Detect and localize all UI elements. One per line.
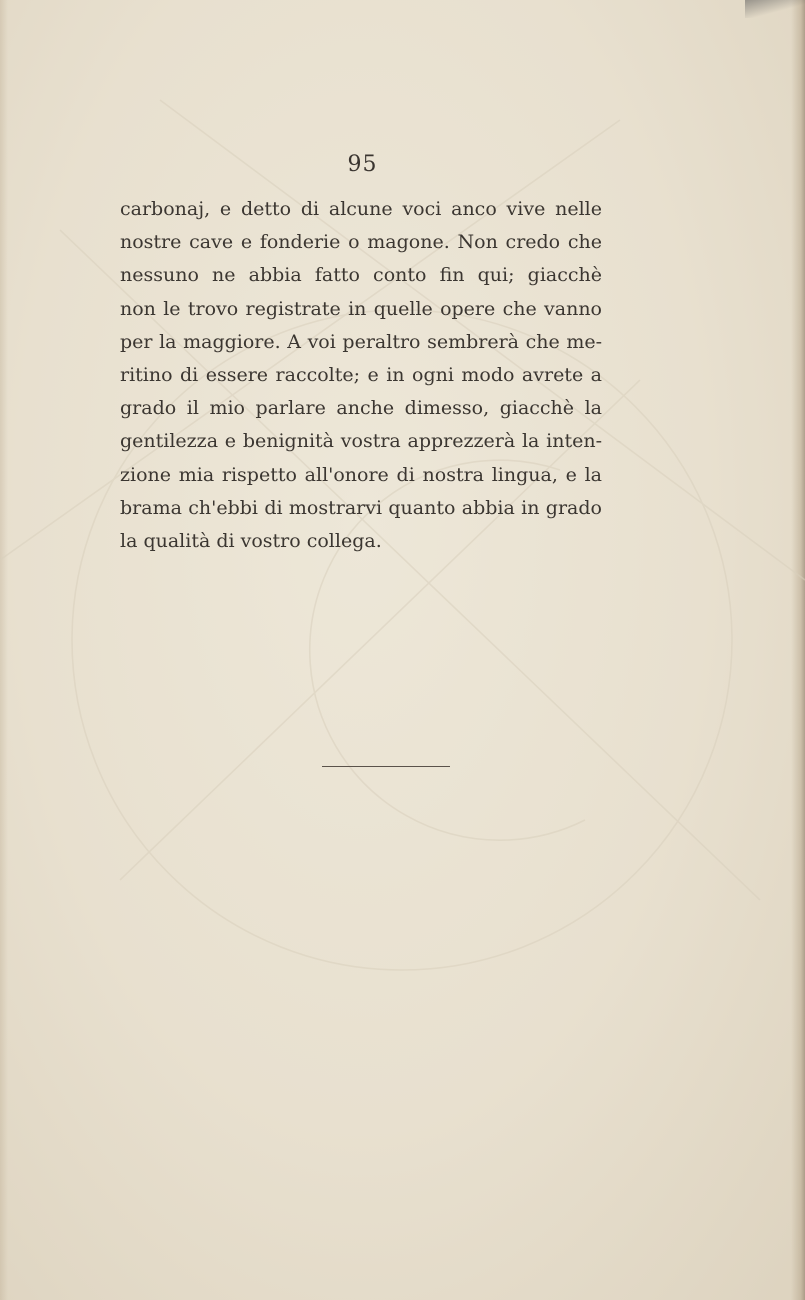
page-right-edge — [791, 0, 805, 1300]
text-line: brama ch'ebbi di mostrarvi quanto abbia in grado — [120, 496, 602, 519]
text-line: gentilezza e benignità vostra apprezzerà la inten- — [120, 430, 602, 453]
page-number: 95 — [347, 152, 378, 177]
text-line: nostre cave e fonderie o magone. Non credo che — [120, 231, 602, 254]
section-divider-rule — [322, 766, 450, 767]
text-line: carbonaj, e detto di alcune voci anco vive nelle — [120, 198, 602, 220]
text-line: per la maggiore. A voi peraltro sembrerà che me- — [120, 330, 602, 353]
text-line: grado il mio parlare anche dimesso, giacchè la — [120, 397, 602, 420]
text-line: ritino di essere raccolte; e in ogni modo avrete a — [120, 363, 602, 386]
text-line: zione mia rispetto all'onore di nostra lingua, e la — [120, 463, 602, 486]
corner-fold — [745, 0, 805, 18]
text-line: la qualità di vostro collega. — [120, 529, 382, 552]
text-line: non le trovo registrate in quelle opere che vanno — [120, 297, 602, 320]
body-text — [120, 193, 602, 558]
text-line: nessuno ne abbia fatto conto fin qui; giacchè — [120, 264, 602, 287]
page-left-edge — [0, 0, 8, 1300]
